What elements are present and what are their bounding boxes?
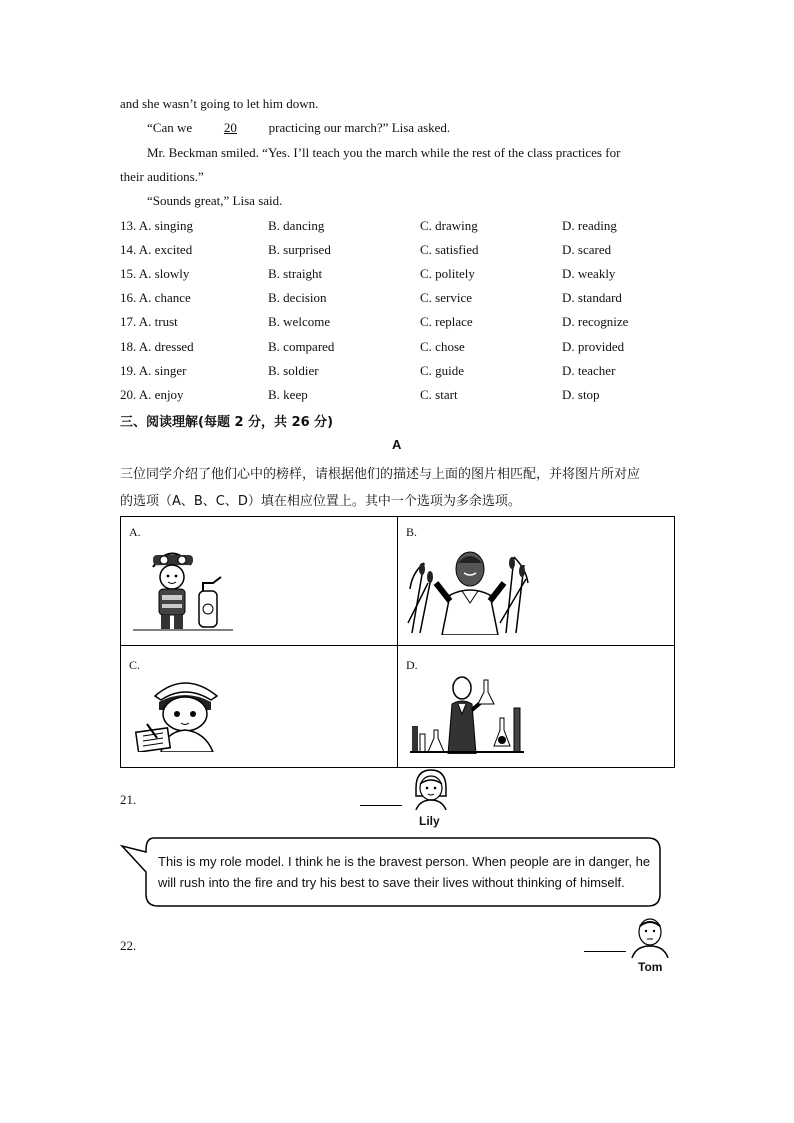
tom-name: Tom — [638, 960, 663, 974]
option-b: B. decision — [268, 290, 327, 305]
option-a: 15. A. slowly — [120, 266, 190, 281]
question-16 — [120, 290, 680, 310]
picture-label-a: A. — [129, 525, 141, 539]
option-d: D. weakly — [562, 266, 616, 281]
option-c: C. chose — [420, 339, 465, 354]
passage-line-5: “Sounds great,” Lisa said. — [147, 193, 283, 208]
picture-label-c: C. — [129, 658, 141, 672]
bubble-line-2: will rush into the fire and try his best to save their lives without thinking of himself. — [158, 875, 625, 890]
instruction-line-1: 三位同学介绍了他们心中的榜样，请根据他们的描述与上面的图片相匹配，并将图片所对应 — [120, 467, 641, 482]
option-a: 19. A. singer — [120, 363, 187, 378]
option-a: 18. A. dressed — [120, 339, 194, 354]
option-c: C. replace — [420, 314, 473, 329]
picture-cell-d — [398, 646, 675, 768]
answer-blank-22[interactable] — [584, 950, 626, 952]
option-d: D. recognize — [562, 314, 629, 329]
option-b: B. straight — [268, 266, 323, 281]
option-d: D. teacher — [562, 363, 616, 378]
question-14 — [120, 242, 680, 262]
firefighter-illustration — [133, 539, 243, 635]
picture-label-b: B. — [406, 525, 418, 539]
option-d: D. standard — [562, 290, 622, 305]
option-b: B. compared — [268, 339, 335, 354]
option-a: 14. A. excited — [120, 242, 193, 257]
passage-text: “Can we — [147, 120, 196, 135]
option-c: C. service — [420, 290, 472, 305]
option-c: C. drawing — [420, 218, 478, 233]
bubble-line-1: This is my role model. I think he is the bravest person. When people are in danger, he — [158, 854, 651, 869]
option-c: C. guide — [420, 363, 465, 378]
question-19 — [120, 363, 680, 383]
option-d: D. scared — [562, 242, 612, 257]
answer-blank-21[interactable] — [360, 804, 402, 806]
answer-blank-20[interactable]: 20 — [223, 120, 237, 135]
question-17 — [120, 314, 680, 334]
question-number-21: 21. — [120, 792, 137, 807]
picture-label-d: D. — [406, 658, 418, 672]
section-title: 三、阅读理解(每题 2 分，共 26 分) — [120, 415, 334, 430]
option-b: B. soldier — [268, 363, 319, 378]
question-15 — [120, 266, 680, 286]
option-c: C. satisfied — [420, 242, 479, 257]
passage-line-3: Mr. Beckman smiled. “Yes. I’ll teach you the march while the rest of the class practices for — [147, 145, 621, 160]
instruction-line-2: 的选项（A、B、C、D）填在相应位置上。其中一个选项为多余选项。 — [120, 494, 521, 509]
option-b: B. dancing — [268, 218, 325, 233]
option-a: 16. A. chance — [120, 290, 191, 305]
picture-cell-c — [121, 646, 398, 768]
lily-avatar-icon — [410, 766, 452, 810]
option-c: C. start — [420, 387, 458, 402]
question-number-22: 22. — [120, 938, 137, 953]
scientist-lab-illustration — [410, 674, 528, 754]
lily-name: Lily — [419, 814, 440, 828]
option-a: 13. A. singing — [120, 218, 193, 233]
option-d: D. provided — [562, 339, 625, 354]
question-13 — [120, 218, 680, 238]
question-18 — [120, 339, 680, 359]
option-d: D. reading — [562, 218, 617, 233]
option-a: 17. A. trust — [120, 314, 178, 329]
passage-text: practicing our march?” Lisa asked. — [265, 120, 451, 135]
passage-line-2 — [147, 120, 450, 136]
option-b: B. surprised — [268, 242, 331, 257]
part-heading: A — [392, 437, 402, 452]
option-c: C. politely — [420, 266, 475, 281]
option-a: 20. A. enjoy — [120, 387, 184, 402]
picture-cell-a — [121, 517, 398, 646]
passage-line-4: their auditions.” — [120, 169, 204, 184]
nurse-illustration — [131, 674, 241, 752]
option-b: B. welcome — [268, 314, 331, 329]
tom-avatar-icon — [630, 912, 670, 958]
picture-cell-b — [398, 517, 675, 646]
farmer-scientist-illustration — [406, 543, 530, 635]
option-b: B. keep — [268, 387, 308, 402]
question-20 — [120, 387, 680, 407]
picture-grid — [120, 516, 675, 768]
option-d: D. stop — [562, 387, 600, 402]
passage-line-1: and she wasn’t going to let him down. — [120, 96, 319, 111]
